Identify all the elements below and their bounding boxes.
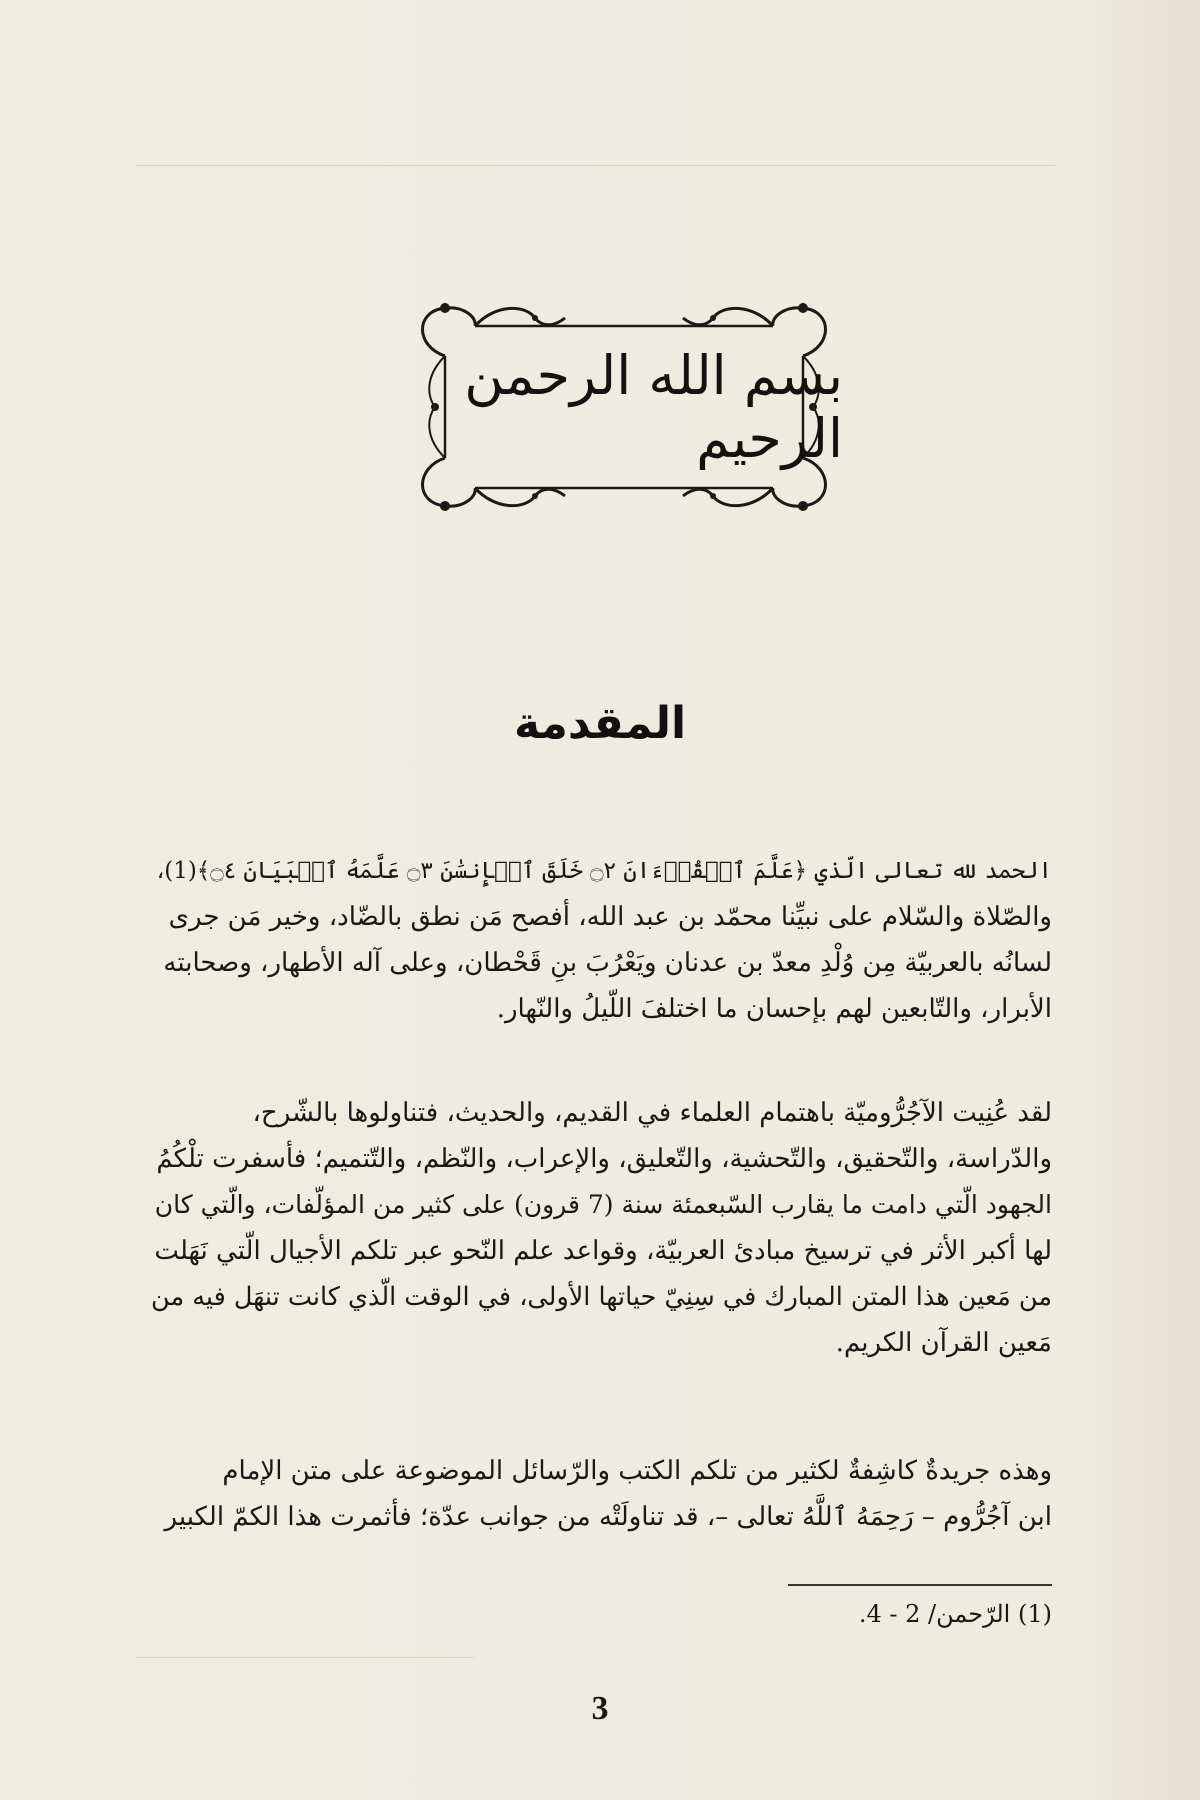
text-line: من مَعين هذا المتن المبارك في سِنِيّ حياتها الأولى، في الوقت الّذي كانت تنهَل فيه من bbox=[151, 1282, 1052, 1312]
footnote-divider bbox=[788, 1584, 1052, 1586]
paragraph bbox=[140, 848, 1052, 1032]
basmala-calligraphy: بسم الله الرحمن الرحيم bbox=[464, 344, 843, 470]
paragraph bbox=[140, 1090, 1052, 1366]
page-title: المقدمة bbox=[513, 698, 687, 749]
page-number: 3 bbox=[591, 1690, 609, 1727]
text-line: مَعين القرآن الكريم. bbox=[835, 1328, 1052, 1358]
text-line: الجهود الّتي دامت ما يقارب السّبعمئة سنة (7 قرون) على كثير من المؤلّفات، والّتي كان bbox=[154, 1190, 1052, 1219]
footnote: (1) الرّحمن/ 2 - 4. bbox=[858, 1600, 1052, 1628]
text-line: لسانُه بالعربيّة مِن وُلْدِ معدّ بن عدنان ويَعْرُبَ بنِ قَحْطان، وعلى آله الأطهار، وصحابته bbox=[163, 948, 1052, 978]
text-line: وهذه جريدةٌ كاشِفةٌ لكثير من تلكم الكتب والرّسائل الموضوعة على متن الإمام bbox=[222, 1456, 1052, 1486]
bleed-through-rule bbox=[135, 165, 1055, 166]
text-line: ابن آجُرُّوم – رَحِمَهُ ٱللَّهُ تعالى –، قد تناولَتْه من جوانب عدّة؛ فأثمرت هذا الكمّ الكبير bbox=[164, 1502, 1052, 1532]
text-line: الحمد لله تعالى الّذي ﴿عَلَّمَ ٱلۡقُرۡءَانَ ۝٢ خَلَقَ ٱلۡإِنسَٰنَ ۝٣ عَلَّمَهُ ٱلۡبَيَانَ ۝٤﴾(1)، bbox=[156, 858, 1052, 884]
text-line: الأبرار، والتّابعين لهم بإحسان ما اختلفَ اللّيلُ والنّهار. bbox=[496, 994, 1052, 1024]
paragraph bbox=[140, 1448, 1052, 1540]
text-line: والدّراسة، والتّحقيق، والتّحشية، والتّعليق، والإعراب، والنّظم، والتّتميم؛ فأسفرت تلْكُمُ bbox=[156, 1144, 1052, 1174]
text-line: لها أكبر الأثر في ترسيخ مبادئ العربيّة، وقواعد علم النّحو عبر تلكم الأجيال الّتي نَهَلت bbox=[154, 1236, 1052, 1266]
text-line: لقد عُنِيت الآجُرُّوميّة باهتمام العلماء في القديم، والحديث، فتناولوها بالشّرح، bbox=[252, 1098, 1052, 1128]
bleed-through-rule bbox=[135, 1657, 475, 1658]
text-line: والصّلاة والسّلام على نبيِّنا محمّد بن عبد الله، أفصح مَن نطق بالضّاد، وخير مَن جرى bbox=[168, 902, 1052, 932]
